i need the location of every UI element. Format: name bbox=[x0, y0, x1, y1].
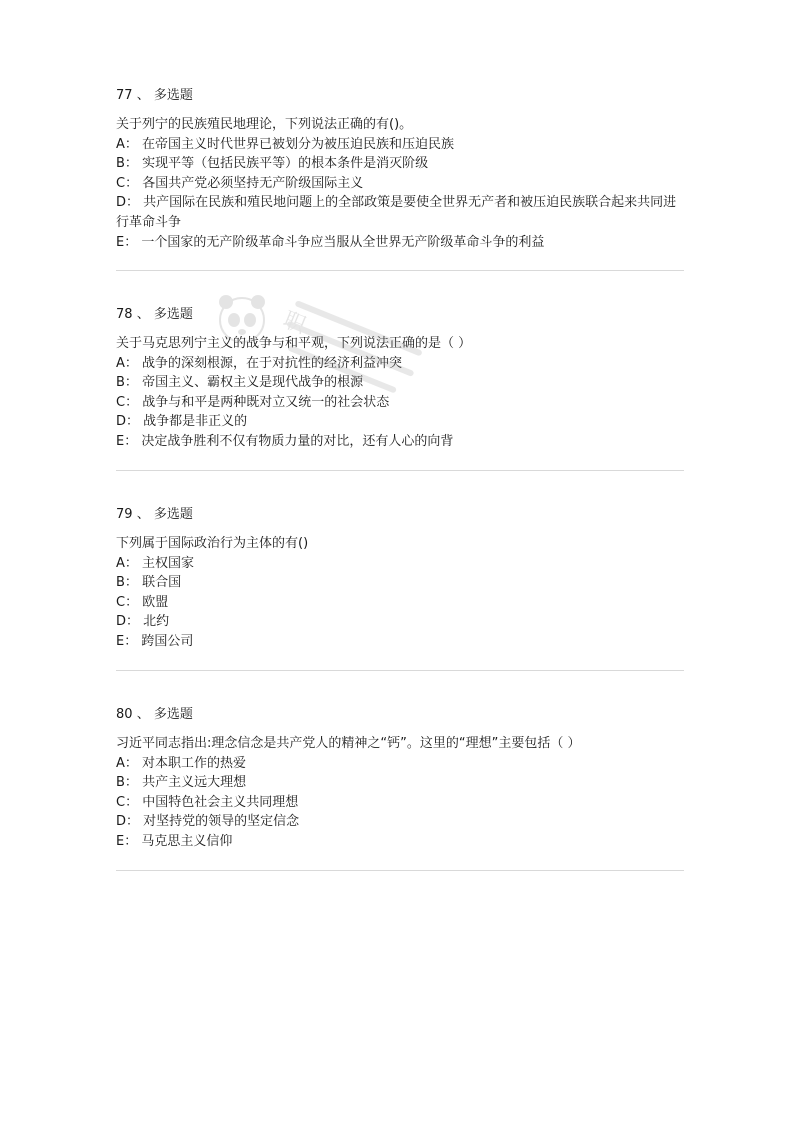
question-text: 下列属于国际政治行为主体的有() bbox=[116, 536, 309, 551]
question-number: 80 bbox=[116, 707, 133, 722]
question-type: 多选题 bbox=[153, 707, 193, 722]
question-number: 77 bbox=[116, 88, 133, 103]
option-d bbox=[116, 612, 684, 632]
question-header bbox=[116, 306, 684, 324]
option-label: C： bbox=[116, 594, 139, 610]
option-text: 联合国 bbox=[142, 575, 182, 591]
option-a bbox=[116, 354, 684, 374]
option-text: 共产主义远大理想 bbox=[142, 775, 247, 791]
option-text: 北约 bbox=[143, 614, 170, 630]
option-text: 各国共产党必须坚持无产阶级国际主义 bbox=[142, 175, 364, 191]
option-c bbox=[116, 174, 684, 194]
option-label: A： bbox=[116, 555, 138, 571]
option-text: 跨国公司 bbox=[141, 633, 194, 649]
question-text: 习近平同志指出:理念信念是共产党人的精神之“钙”。这里的“理想”主要包括（ ） bbox=[116, 736, 581, 751]
option-label: E： bbox=[116, 633, 138, 649]
question-type: 多选题 bbox=[153, 307, 193, 322]
option-label: B： bbox=[116, 156, 138, 172]
question-text: 关于列宁的民族殖民地理论，下列说法正确的有()。 bbox=[116, 117, 413, 132]
option-label: B： bbox=[116, 375, 138, 391]
question-number: 79 bbox=[116, 507, 133, 522]
option-text: 中国特色社会主义共同理想 bbox=[142, 794, 299, 810]
question-separator: 、 bbox=[136, 307, 150, 322]
option-a bbox=[116, 554, 684, 574]
option-label: E： bbox=[116, 833, 138, 849]
option-label: E： bbox=[116, 433, 138, 449]
question-separator: 、 bbox=[136, 88, 150, 103]
question-divider bbox=[116, 870, 684, 871]
option-text: 决定战争胜利不仅有物质力量的对比，还有人心的向背 bbox=[141, 433, 454, 449]
question-type: 多选题 bbox=[153, 507, 193, 522]
option-text: 一个国家的无产阶级革命斗争应当服从全世界无产阶级革命斗争的利益 bbox=[141, 234, 545, 250]
option-text: 欧盟 bbox=[142, 594, 169, 610]
question-77 bbox=[116, 87, 684, 252]
option-text: 在帝国主义时代世界已被划分为被压迫民族和压迫民族 bbox=[142, 136, 455, 152]
question-type: 多选题 bbox=[153, 88, 193, 103]
option-label: D： bbox=[116, 414, 140, 430]
question-divider bbox=[116, 270, 684, 271]
question-divider bbox=[116, 470, 684, 471]
option-text: 主权国家 bbox=[142, 555, 195, 571]
option-text: 战争与和平是两种既对立又统一的社会状态 bbox=[142, 394, 390, 410]
option-text: 对坚持党的领导的坚定信念 bbox=[143, 814, 300, 830]
option-text: 实现平等（包括民族平等）的根本条件是消灭阶级 bbox=[142, 156, 429, 172]
option-label: D： bbox=[116, 195, 140, 211]
question-separator: 、 bbox=[136, 707, 150, 722]
option-c bbox=[116, 593, 684, 613]
question-78 bbox=[116, 306, 684, 452]
option-label: C： bbox=[116, 175, 139, 191]
question-text: 关于马克思列宁主义的战争与和平观，下列说法正确的是（ ） bbox=[116, 336, 472, 351]
option-label: A： bbox=[116, 755, 138, 771]
option-label: D： bbox=[116, 814, 140, 830]
question-header bbox=[116, 506, 684, 524]
question-number: 78 bbox=[116, 307, 133, 322]
option-a bbox=[116, 754, 684, 774]
option-label: E： bbox=[116, 234, 138, 250]
option-b bbox=[116, 773, 684, 793]
option-text: 战争都是非正义的 bbox=[143, 414, 248, 430]
question-header bbox=[116, 706, 684, 724]
option-label: B： bbox=[116, 575, 138, 591]
option-label: C： bbox=[116, 794, 139, 810]
question-header bbox=[116, 87, 684, 105]
question-divider bbox=[116, 670, 684, 671]
option-e bbox=[116, 832, 684, 852]
option-text: 对本职工作的热爱 bbox=[142, 755, 247, 771]
option-e bbox=[116, 432, 684, 452]
option-label: A： bbox=[116, 355, 138, 371]
option-text: 马克思主义信仰 bbox=[141, 833, 233, 849]
option-label: C： bbox=[116, 394, 139, 410]
option-text: 战争的深刻根源，在于对抗性的经济利益冲突 bbox=[142, 355, 403, 371]
watermark-text: 职 bbox=[279, 307, 310, 340]
option-a bbox=[116, 135, 684, 155]
option-label: A： bbox=[116, 136, 138, 152]
option-c bbox=[116, 393, 684, 413]
option-d bbox=[116, 412, 684, 432]
option-b bbox=[116, 154, 684, 174]
option-label: D： bbox=[116, 614, 140, 630]
question-separator: 、 bbox=[136, 507, 150, 522]
question-80 bbox=[116, 706, 684, 852]
option-c bbox=[116, 793, 684, 813]
option-label: B： bbox=[116, 775, 138, 791]
option-b bbox=[116, 373, 684, 393]
option-text: 帝国主义、霸权主义是现代战争的根源 bbox=[142, 375, 364, 391]
option-e bbox=[116, 233, 684, 253]
option-text: 共产国际在民族和殖民地问题上的全部政策是要使全世界无产者和被压迫民族联合起来共同进行革命斗争 bbox=[116, 195, 677, 230]
option-d bbox=[116, 812, 684, 832]
option-e bbox=[116, 632, 684, 652]
question-79 bbox=[116, 506, 684, 652]
option-b bbox=[116, 573, 684, 593]
option-d bbox=[116, 193, 684, 232]
